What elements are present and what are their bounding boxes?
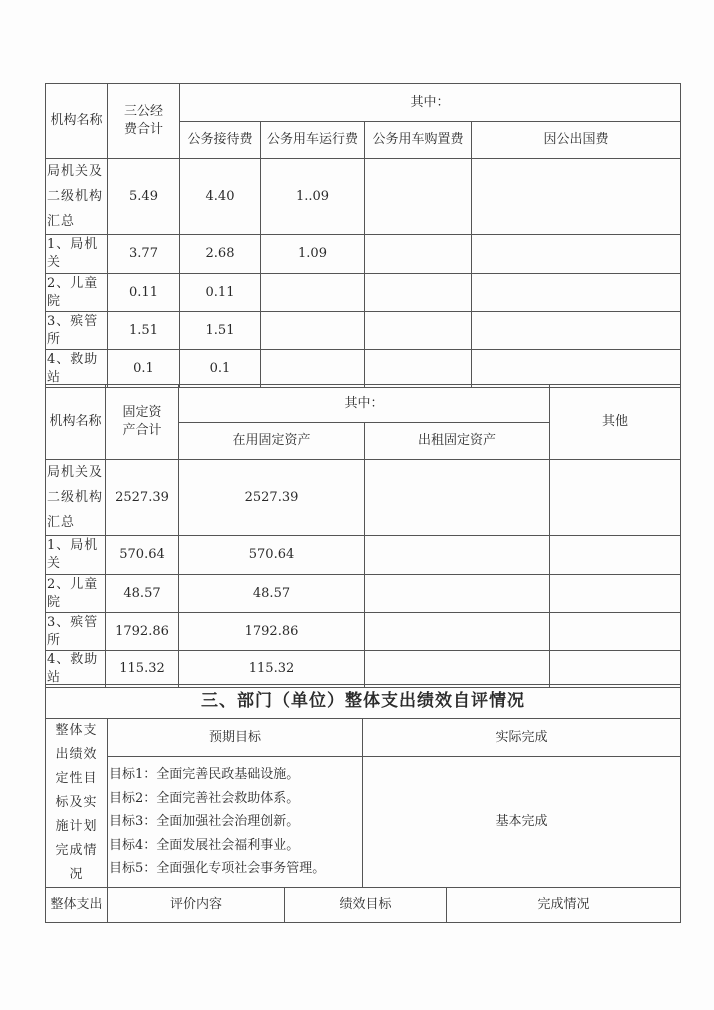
header-of-which: 其中： [180, 84, 681, 122]
rented [365, 575, 550, 613]
eval-content-header: 评价内容 [108, 888, 285, 923]
completion-header: 完成情况 [447, 888, 681, 923]
goals-list [108, 757, 363, 888]
header-other: 其他 [550, 385, 681, 460]
org-name: 1、局机关 [46, 235, 108, 274]
other [550, 460, 681, 536]
fixed-assets-table [45, 384, 681, 688]
header-total: 三公经费合计 [108, 84, 180, 159]
total: 5.49 [108, 159, 180, 235]
abroad [472, 235, 681, 274]
org-name: 3、殡管所 [46, 613, 106, 651]
reception: 0.11 [180, 274, 261, 312]
car-run: 1..09 [261, 159, 365, 235]
expected-header: 预期目标 [108, 719, 363, 757]
in-use: 1792.86 [179, 613, 365, 651]
header-abroad: 因公出国费 [472, 122, 681, 159]
table-row [46, 312, 681, 350]
in-use: 2527.39 [179, 460, 365, 536]
other [550, 651, 681, 688]
reception: 2.68 [180, 235, 261, 274]
header-car-buy: 公务用车购置费 [365, 122, 472, 159]
reception: 0.1 [180, 350, 261, 388]
in-use: 570.64 [179, 536, 365, 575]
org-name: 4、救助站 [46, 651, 106, 688]
header-reception: 公务接待费 [180, 122, 261, 159]
header-rented: 出租固定资产 [365, 423, 550, 460]
org-name: 4、救助站 [46, 350, 108, 388]
actual-header: 实际完成 [363, 719, 681, 757]
total: 0.11 [108, 274, 180, 312]
total: 1792.86 [106, 613, 179, 651]
performance-table [45, 684, 681, 923]
total: 3.77 [108, 235, 180, 274]
org-name: 3、殡管所 [46, 312, 108, 350]
abroad [472, 350, 681, 388]
org-name: 局机关及二级机构汇总 [46, 159, 108, 235]
car-buy [365, 312, 472, 350]
total: 115.32 [106, 651, 179, 688]
org-name: 2、儿童院 [46, 575, 106, 613]
table-row [46, 536, 681, 575]
table-row [46, 651, 681, 688]
abroad [472, 312, 681, 350]
org-name: 2、儿童院 [46, 274, 108, 312]
total: 570.64 [106, 536, 179, 575]
perf-target-header: 绩效目标 [285, 888, 447, 923]
rented [365, 651, 550, 688]
actual-result: 基本完成 [363, 757, 681, 888]
in-use: 48.57 [179, 575, 365, 613]
other [550, 575, 681, 613]
header-of-which: 其中： [179, 385, 550, 423]
org-name: 1、局机关 [46, 536, 106, 575]
abroad [472, 274, 681, 312]
other [550, 613, 681, 651]
other [550, 536, 681, 575]
rented [365, 613, 550, 651]
car-run: 1.09 [261, 235, 365, 274]
car-run [261, 312, 365, 350]
bottom-label: 整体支出 [46, 888, 108, 923]
reception: 4.40 [180, 159, 261, 235]
car-buy [365, 235, 472, 274]
goal-item: 目标2：全面完善社会救助体系。 [109, 790, 300, 806]
goal-item: 目标3：全面加强社会治理创新。 [109, 814, 300, 830]
header-in-use: 在用固定资产 [179, 423, 365, 460]
total: 48.57 [106, 575, 179, 613]
car-buy [365, 274, 472, 312]
car-buy [365, 350, 472, 388]
table-row [46, 460, 681, 536]
goal-item: 目标1：全面完善民政基础设施。 [109, 767, 300, 783]
car-run [261, 350, 365, 388]
rented [365, 460, 550, 536]
header-org-name: 机构名称 [46, 84, 108, 159]
table-row [46, 235, 681, 274]
rented [365, 536, 550, 575]
total: 0.1 [108, 350, 180, 388]
total: 1.51 [108, 312, 180, 350]
table-row [46, 274, 681, 312]
table-row [46, 350, 681, 388]
total: 2527.39 [106, 460, 179, 536]
table-row [46, 613, 681, 651]
header-org-name: 机构名称 [46, 385, 106, 460]
left-label: 整体支出绩效定性目标及实施计划完成情况 [46, 719, 108, 888]
three-public-expenses-table [45, 83, 681, 388]
reception: 1.51 [180, 312, 261, 350]
goal-item: 目标5：全面强化专项社会事务管理。 [109, 861, 326, 877]
org-name: 局机关及二级机构汇总 [46, 460, 106, 536]
header-total: 固定资产合计 [106, 385, 179, 460]
goal-item: 目标4：全面发展社会福利事业。 [109, 837, 300, 853]
section-title: 三、部门（单位）整体支出绩效自评情况 [46, 685, 681, 719]
car-run [261, 274, 365, 312]
in-use: 115.32 [179, 651, 365, 688]
abroad [472, 159, 681, 235]
header-car-run: 公务用车运行费 [261, 122, 365, 159]
table-row [46, 575, 681, 613]
car-buy [365, 159, 472, 235]
table-row [46, 159, 681, 235]
